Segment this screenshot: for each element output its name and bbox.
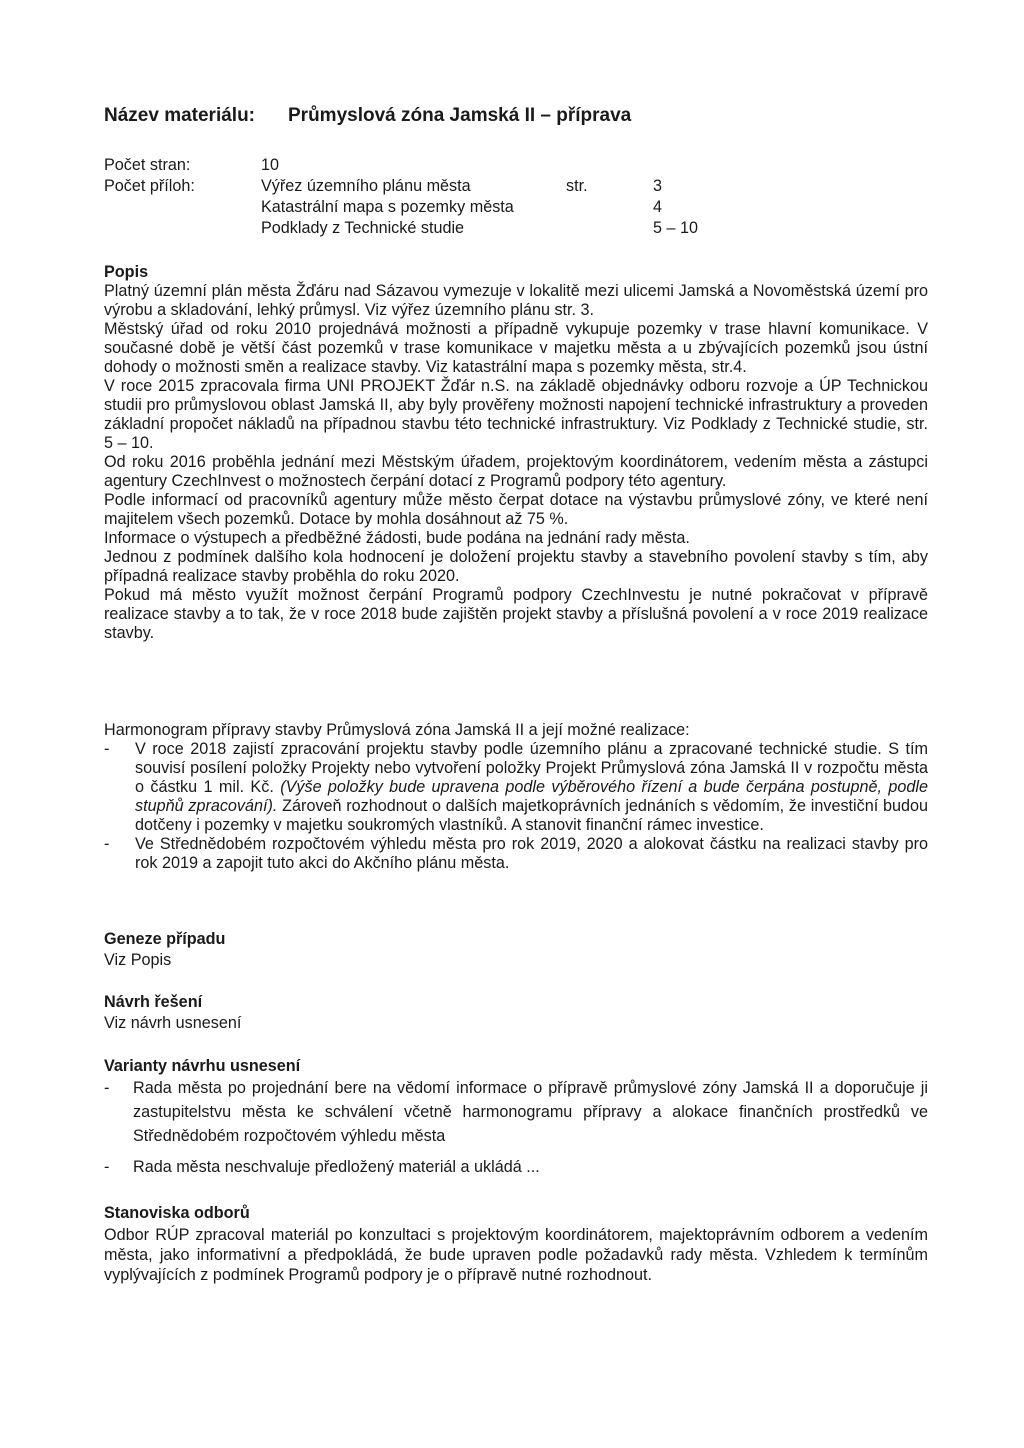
popis-section	[104, 263, 928, 643]
geneze-heading: Geneze případu	[104, 930, 226, 948]
popis-heading: Popis	[104, 263, 149, 281]
geneze-section	[104, 930, 928, 970]
varianty-item-text: Rada města neschvaluje předložený materiál a ukládá ...	[133, 1158, 540, 1176]
dash-bullet: -	[104, 1158, 110, 1176]
popis-paragraph: Od roku 2016 proběhla jednání mezi Městským úřadem, projektovým koordinátorem, vedením města a zástupci agentury CzechInvest o možnostech čerpání dotací z Programů podpory této agentury.	[104, 453, 928, 490]
attachments-label: Počet příloh:	[104, 177, 195, 195]
popis-paragraph: V roce 2015 zpracovala firma UNI PROJEKT Žďár n.S. na základě objednávky odboru rozvoje a ÚP Technickou studii pro průmyslovou oblast Jamská II, aby byly prověřeny možnosti napojení technické infrastruktury a proveden základní propočet nákladů na případnou stavbu této technické infrastruktury. Viz Podklady z Technické studie, str. 5 – 10.	[104, 377, 928, 452]
navrh-section	[104, 993, 928, 1033]
attachment-page: 5 – 10	[653, 219, 699, 237]
material-label: Název materiálu:	[104, 105, 256, 126]
attachment-name: Podklady z Technické studie	[261, 219, 465, 237]
list-item	[104, 835, 928, 873]
harmonogram-intro: Harmonogram přípravy stavby Průmyslová zóna Jamská II a její možné realizace:	[104, 721, 690, 739]
attachment-name: Katastrální mapa s pozemky města	[261, 198, 514, 216]
list-item	[104, 740, 928, 835]
popis-paragraph: Podle informací od pracovníků agentury může město čerpat dotace na výstavbu průmyslové zóny, ve které není majitelem všech pozemků. Dotace by mohla dosáhnout až 75 %.	[104, 491, 928, 528]
dash-bullet: -	[104, 1079, 110, 1097]
stanoviska-section	[104, 1203, 928, 1285]
navrh-heading: Návrh řešení	[104, 993, 203, 1011]
stanoviska-heading: Stanoviska odborů	[104, 1204, 250, 1222]
popis-paragraph: Jednou z podmínek dalšího kola hodnocení je doložení projektu stavby a stavebního povolení stavby s tím, aby případná realizace stavby proběhla do roku 2020.	[104, 548, 928, 585]
pages-label: Počet stran:	[104, 156, 191, 174]
geneze-text: Viz Popis	[104, 951, 172, 969]
harmonogram-item-note: (Výše položky bude upravena podle výběrového řízení a bude čerpána postupně, podle stupňů zpracování).	[135, 778, 928, 815]
attachment-prefix: str.	[566, 177, 588, 195]
attachment-page: 4	[653, 198, 663, 216]
dash-bullet: -	[104, 835, 110, 853]
harmonogram-section	[104, 721, 928, 873]
harmonogram-item-text: V roce 2018 zajistí zpracování projektu stavby podle územního plánu a zpracované technické studie. S tím souvisí posílení položky Projekty nebo vytvoření položky Projekt Průmyslová zóna Jamská II v rozpočtu města o částku 1 mil. Kč.	[135, 740, 928, 796]
stanoviska-text: Odbor RÚP zpracoval materiál po konzultaci s projektovým koordinátorem, majektoprávním odborem a vedením města, jako informativní a předpokládá, že bude upraven podle požadavků rady města. Vzhledem k termínům vyplývajících z podmínek Programů podpory je o přípravě nutné rozhodnout.	[104, 1226, 928, 1284]
pages-value: 10	[261, 156, 280, 174]
varianty-section	[104, 1057, 928, 1179]
popis-paragraph: Informace o výstupech a předběžné žádosti, bude podána na jednání rady města.	[104, 529, 690, 547]
attachment-page: 3	[653, 177, 663, 195]
popis-paragraph: Platný územní plán města Žďáru nad Sázavou vymezuje v lokalitě mezi ulicemi Jamská a Novoměstská území pro výrobu a skladování, lehký průmysl. Viz výřez územního plánu str. 3.	[104, 282, 928, 319]
varianty-heading: Varianty návrhu usnesení	[104, 1057, 301, 1075]
list-item	[104, 1155, 928, 1179]
material-title: Průmyslová zóna Jamská II – příprava	[288, 105, 632, 126]
popis-paragraph: Městský úřad od roku 2010 projednává možnosti a případně vykupuje pozemky v trase hlavní komunikace. V současné době je větší část pozemků v trase komunikace v majetku města a u zbývajících pozemků jsou ústní dohody o možnosti směn a realizace stavby. Viz katastrální mapa s pozemky města, str.4.	[104, 320, 928, 376]
varianty-item-text: Rada města po projednání bere na vědomí informace o přípravě průmyslové zóny Jamská II a doporučuje ji zastupitelstvu města ke schválení včetně harmonogramu přípravy a alokace finančních prostředků ve Střednědobém rozpočtovém výhledu města	[133, 1079, 928, 1145]
navrh-text: Viz návrh usnesení	[104, 1014, 242, 1032]
harmonogram-item-text: Ve Střednědobém rozpočtovém výhledu města pro rok 2019, 2020 a alokovat částku na realizaci stavby pro rok 2019 a zapojit tuto akci do Akčního plánu města.	[135, 835, 928, 872]
popis-paragraph: Pokud má město využít možnost čerpání Programů podpory CzechInvestu je nutné pokračovat v přípravě realizace stavby a to tak, že v roce 2018 bude zajištěn projekt stavby a příslušná povolení a v roce 2019 realizace stavby.	[104, 586, 928, 642]
dash-bullet: -	[104, 740, 110, 758]
list-item	[104, 1076, 928, 1148]
harmonogram-item-text: Zároveň rozhodnout o dalších majetkoprávních jednáních s vědomím, že investiční budou dotčeny i pozemky v majetku soukromých vlastníků. A stanovit finanční rámec investice.	[135, 797, 928, 834]
attachment-name: Výřez územního plánu města	[261, 177, 471, 195]
